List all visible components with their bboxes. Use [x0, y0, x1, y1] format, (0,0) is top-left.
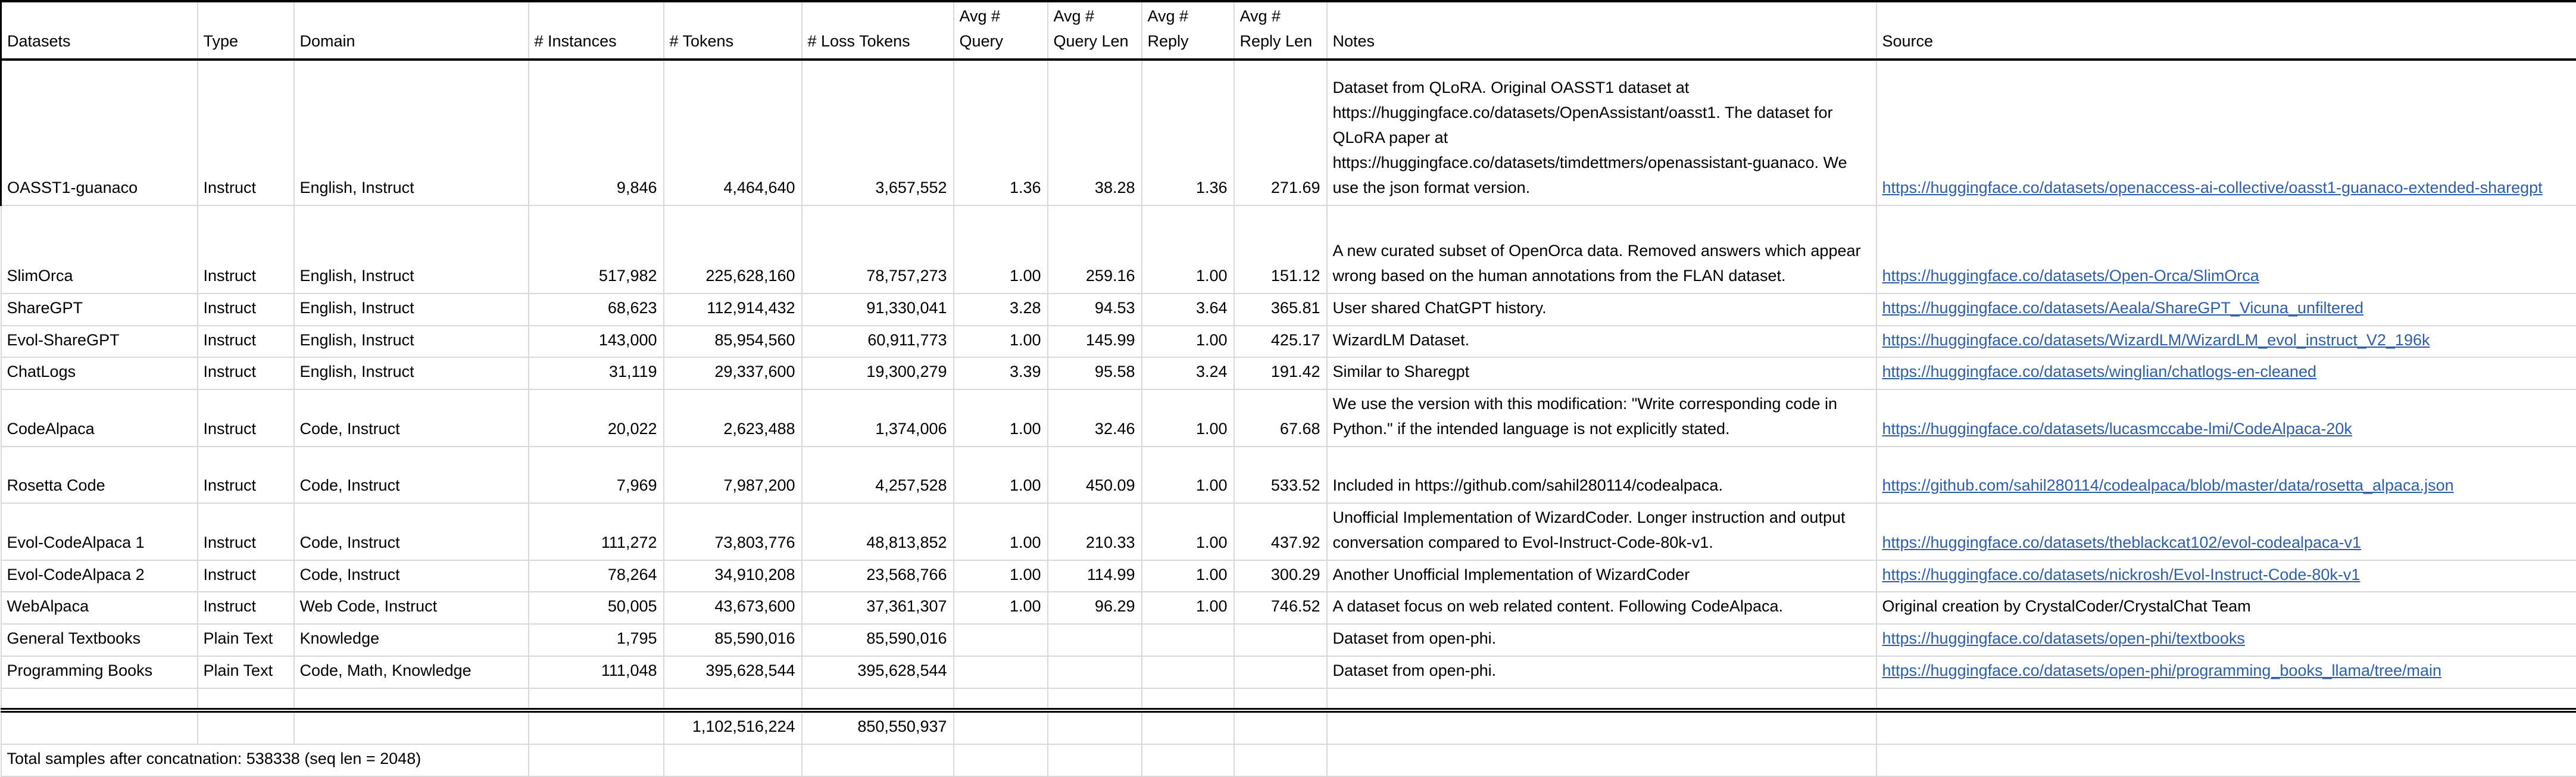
cell-source: [1876, 357, 2576, 389]
cell-avg-reply-len: [1234, 656, 1327, 688]
cell-type: Instruct: [198, 326, 294, 358]
cell-tokens: 225,628,160: [664, 205, 802, 294]
cell-instances: 143,000: [529, 326, 664, 358]
cell-avg-query: 1.36: [954, 60, 1048, 205]
cell-avg-query: 3.39: [954, 357, 1048, 389]
table-row: [1, 503, 2576, 560]
cell-avg-reply: 3.64: [1142, 294, 1234, 326]
source-link[interactable]: https://huggingface.co/datasets/theblackcat102/evol-codealpaca-v1: [1882, 533, 2362, 551]
cell-avg-reply-len: 67.68: [1234, 389, 1327, 447]
cell-dataset: Evol-CodeAlpaca 2: [1, 560, 198, 592]
header-row: [1, 1, 2576, 60]
cell-source: [1876, 205, 2576, 294]
cell-source: [1876, 592, 2576, 624]
cell-notes: Included in https://github.com/sahil280114/codealpaca.: [1327, 447, 1876, 503]
cell-type: Plain Text: [198, 624, 294, 656]
cell-avg-query-len: 95.58: [1048, 357, 1142, 389]
cell-tokens: 85,590,016: [664, 624, 802, 656]
cell-avg-reply-len: [1234, 624, 1327, 656]
cell-domain: Code, Instruct: [294, 447, 529, 503]
cell-dataset: OASST1-guanaco: [1, 60, 198, 205]
cell-type: Instruct: [198, 60, 294, 205]
source-link[interactable]: https://github.com/sahil280114/codealpaca/blob/master/data/rosetta_alpaca.json: [1882, 476, 2454, 494]
cell-avg-reply-len: 746.52: [1234, 592, 1327, 624]
cell-domain: English, Instruct: [294, 205, 529, 294]
cell-tokens: 4,464,640: [664, 60, 802, 205]
cell-source: [1876, 447, 2576, 503]
cell-notes: Another Unofficial Implementation of WizardCoder: [1327, 560, 1876, 592]
cell-avg-query-len: [1048, 624, 1142, 656]
cell-avg-reply-len: 437.92: [1234, 503, 1327, 560]
cell-loss-tokens: 1,374,006: [802, 389, 954, 447]
cell-type: Instruct: [198, 294, 294, 326]
cell-instances: 1,795: [529, 624, 664, 656]
cell-instances: 7,969: [529, 447, 664, 503]
cell-avg-reply: [1142, 624, 1234, 656]
cell-domain: Code, Instruct: [294, 560, 529, 592]
table-row: [1, 447, 2576, 503]
source-link[interactable]: https://huggingface.co/datasets/Aeala/ShareGPT_Vicuna_unfiltered: [1882, 299, 2364, 317]
cell-source: [1876, 294, 2576, 326]
column-header-instances: # Instances: [529, 1, 664, 60]
cell-tokens: 112,914,432: [664, 294, 802, 326]
cell-avg-query: 1.00: [954, 560, 1048, 592]
cell-avg-query: 1.00: [954, 503, 1048, 560]
cell-loss-tokens: 91,330,041: [802, 294, 954, 326]
source-link[interactable]: https://huggingface.co/datasets/open-phi/textbooks: [1882, 629, 2245, 647]
cell-avg-reply: 1.00: [1142, 447, 1234, 503]
cell-loss-tokens: 19,300,279: [802, 357, 954, 389]
cell-tokens: 7,987,200: [664, 447, 802, 503]
cell-notes: Dataset from open-phi.: [1327, 624, 1876, 656]
column-header-avg-reply: Avg # Reply: [1142, 1, 1234, 60]
table-row: [1, 656, 2576, 688]
table-row: [1, 592, 2576, 624]
table-row: [1, 357, 2576, 389]
cell-notes: User shared ChatGPT history.: [1327, 294, 1876, 326]
cell-avg-reply-len: 365.81: [1234, 294, 1327, 326]
cell-dataset: ChatLogs: [1, 357, 198, 389]
column-header-source: Source: [1876, 1, 2576, 60]
cell-loss-tokens: 85,590,016: [802, 624, 954, 656]
cell-avg-reply: 1.00: [1142, 503, 1234, 560]
column-header-notes: Notes: [1327, 1, 1876, 60]
cell-avg-query-len: 32.46: [1048, 389, 1142, 447]
cell-avg-query: 3.28: [954, 294, 1048, 326]
cell-avg-reply-len: 271.69: [1234, 60, 1327, 205]
cell-source: [1876, 624, 2576, 656]
cell-avg-query-len: [1048, 656, 1142, 688]
cell-tokens: 395,628,544: [664, 656, 802, 688]
cell-avg-query-len: 210.33: [1048, 503, 1142, 560]
cell-instances: 111,048: [529, 656, 664, 688]
cell-instances: 31,119: [529, 357, 664, 389]
cell-avg-reply-len: 300.29: [1234, 560, 1327, 592]
column-header-loss-tokens: # Loss Tokens: [802, 1, 954, 60]
source-link[interactable]: https://huggingface.co/datasets/open-phi/programming_books_llama/tree/main: [1882, 661, 2442, 679]
cell-type: Instruct: [198, 357, 294, 389]
cell-domain: English, Instruct: [294, 357, 529, 389]
cell-loss-tokens: 78,757,273: [802, 205, 954, 294]
cell-dataset: CodeAlpaca: [1, 389, 198, 447]
column-header-datasets: Datasets: [1, 1, 198, 60]
cell-type: Instruct: [198, 503, 294, 560]
cell-loss-tokens: 4,257,528: [802, 447, 954, 503]
cell-loss-tokens: 37,361,307: [802, 592, 954, 624]
column-header-avg-query: Avg # Query: [954, 1, 1048, 60]
total-samples-note: Total samples after concatnation: 538338 (seq len = 2048): [1, 744, 529, 776]
cell-domain: English, Instruct: [294, 60, 529, 205]
cell-domain: English, Instruct: [294, 294, 529, 326]
cell-avg-reply: [1142, 656, 1234, 688]
cell-domain: Code, Instruct: [294, 389, 529, 447]
cell-avg-reply: 1.00: [1142, 205, 1234, 294]
spacer-row: [1, 688, 2576, 710]
column-header-domain: Domain: [294, 1, 529, 60]
cell-notes: We use the version with this modification: "Write corresponding code in Python." if the intended language is not explicitly stated.: [1327, 389, 1876, 447]
cell-avg-reply-len: 151.12: [1234, 205, 1327, 294]
cell-source: [1876, 656, 2576, 688]
total-loss-tokens: 850,550,937: [802, 710, 954, 744]
cell-dataset: WebAlpaca: [1, 592, 198, 624]
cell-dataset: ShareGPT: [1, 294, 198, 326]
cell-type: Plain Text: [198, 656, 294, 688]
source-link[interactable]: https://huggingface.co/datasets/Open-Orca/SlimOrca: [1882, 267, 2259, 285]
cell-avg-query-len: 96.29: [1048, 592, 1142, 624]
cell-tokens: 85,954,560: [664, 326, 802, 358]
cell-notes: Similar to Sharegpt: [1327, 357, 1876, 389]
source-link: Original creation by CrystalCoder/CrystalChat Team: [1882, 597, 2251, 615]
cell-avg-reply-len: 425.17: [1234, 326, 1327, 358]
cell-loss-tokens: 48,813,852: [802, 503, 954, 560]
column-header-avg-query-len: Avg # Query Len: [1048, 1, 1142, 60]
cell-avg-query-len: 94.53: [1048, 294, 1142, 326]
cell-instances: 20,022: [529, 389, 664, 447]
source-link[interactable]: https://huggingface.co/datasets/winglian/chatlogs-en-cleaned: [1882, 363, 2316, 380]
source-link[interactable]: https://huggingface.co/datasets/WizardLM/WizardLM_evol_instruct_V2_196k: [1882, 331, 2430, 349]
cell-avg-query: 1.00: [954, 447, 1048, 503]
totals-row: [1, 710, 2576, 744]
cell-loss-tokens: 3,657,552: [802, 60, 954, 205]
cell-tokens: 43,673,600: [664, 592, 802, 624]
table-row: [1, 294, 2576, 326]
cell-notes: Dataset from QLoRA. Original OASST1 dataset at https://huggingface.co/datasets/OpenAssistant/oasst1. The dataset for QLoRA paper at https://huggingface.co/datasets/timdettmers/openassistant-guanaco. We use the json format version.: [1327, 60, 1876, 205]
cell-avg-reply: 1.00: [1142, 560, 1234, 592]
table-row: [1, 389, 2576, 447]
cell-source: [1876, 60, 2576, 205]
cell-domain: Knowledge: [294, 624, 529, 656]
cell-avg-reply: 1.36: [1142, 60, 1234, 205]
source-link[interactable]: https://huggingface.co/datasets/openaccess-ai-collective/oasst1-guanaco-extended-sharegpt: [1882, 179, 2543, 196]
cell-domain: English, Instruct: [294, 326, 529, 358]
cell-avg-reply-len: 191.42: [1234, 357, 1327, 389]
cell-avg-query-len: 450.09: [1048, 447, 1142, 503]
cell-type: Instruct: [198, 447, 294, 503]
cell-dataset: General Textbooks: [1, 624, 198, 656]
cell-source: [1876, 503, 2576, 560]
cell-tokens: 29,337,600: [664, 357, 802, 389]
cell-avg-reply: 1.00: [1142, 326, 1234, 358]
source-link[interactable]: https://huggingface.co/datasets/lucasmccabe-lmi/CodeAlpaca-20k: [1882, 420, 2352, 438]
cell-avg-reply: 1.00: [1142, 389, 1234, 447]
cell-dataset: Programming Books: [1, 656, 198, 688]
cell-source: [1876, 389, 2576, 447]
cell-tokens: 2,623,488: [664, 389, 802, 447]
cell-source: [1876, 560, 2576, 592]
cell-domain: Code, Instruct: [294, 503, 529, 560]
cell-avg-query: [954, 656, 1048, 688]
cell-avg-query-len: 114.99: [1048, 560, 1142, 592]
cell-avg-reply: 1.00: [1142, 592, 1234, 624]
cell-avg-query: 1.00: [954, 205, 1048, 294]
cell-instances: 9,846: [529, 60, 664, 205]
cell-avg-query: [954, 624, 1048, 656]
cell-loss-tokens: 60,911,773: [802, 326, 954, 358]
cell-tokens: 34,910,208: [664, 560, 802, 592]
cell-tokens: 73,803,776: [664, 503, 802, 560]
cell-avg-reply-len: 533.52: [1234, 447, 1327, 503]
cell-domain: Web Code, Instruct: [294, 592, 529, 624]
cell-notes: WizardLM Dataset.: [1327, 326, 1876, 358]
cell-avg-query-len: 38.28: [1048, 60, 1142, 205]
cell-loss-tokens: 395,628,544: [802, 656, 954, 688]
column-header-avg-reply-len: Avg # Reply Len: [1234, 1, 1327, 60]
cell-notes: Unofficial Implementation of WizardCoder. Longer instruction and output conversation compared to Evol-Instruct-Code-80k-v1.: [1327, 503, 1876, 560]
table-row: [1, 560, 2576, 592]
cell-notes: A new curated subset of OpenOrca data. Removed answers which appear wrong based on the human annotations from the FLAN dataset.: [1327, 205, 1876, 294]
table-row: [1, 60, 2576, 205]
total-tokens: 1,102,516,224: [664, 710, 802, 744]
cell-avg-query-len: 259.16: [1048, 205, 1142, 294]
source-link[interactable]: https://huggingface.co/datasets/nickrosh/Evol-Instruct-Code-80k-v1: [1882, 566, 2360, 583]
cell-dataset: Rosetta Code: [1, 447, 198, 503]
table-row: [1, 205, 2576, 294]
footer-row: [1, 744, 2576, 776]
cell-type: Instruct: [198, 389, 294, 447]
column-header-tokens: # Tokens: [664, 1, 802, 60]
cell-type: Instruct: [198, 560, 294, 592]
cell-dataset: Evol-CodeAlpaca 1: [1, 503, 198, 560]
cell-notes: Dataset from open-phi.: [1327, 656, 1876, 688]
cell-avg-query: 1.00: [954, 592, 1048, 624]
cell-notes: A dataset focus on web related content. Following CodeAlpaca.: [1327, 592, 1876, 624]
cell-avg-reply: 3.24: [1142, 357, 1234, 389]
cell-domain: Code, Math, Knowledge: [294, 656, 529, 688]
cell-source: [1876, 326, 2576, 358]
cell-avg-query: 1.00: [954, 389, 1048, 447]
cell-dataset: Evol-ShareGPT: [1, 326, 198, 358]
cell-instances: 68,623: [529, 294, 664, 326]
cell-avg-query: 1.00: [954, 326, 1048, 358]
cell-instances: 111,272: [529, 503, 664, 560]
cell-instances: 517,982: [529, 205, 664, 294]
column-header-type: Type: [198, 1, 294, 60]
cell-avg-query-len: 145.99: [1048, 326, 1142, 358]
table-row: [1, 326, 2576, 358]
cell-dataset: SlimOrca: [1, 205, 198, 294]
table-row: [1, 624, 2576, 656]
cell-instances: 50,005: [529, 592, 664, 624]
cell-type: Instruct: [198, 592, 294, 624]
cell-type: Instruct: [198, 205, 294, 294]
cell-instances: 78,264: [529, 560, 664, 592]
cell-loss-tokens: 23,568,766: [802, 560, 954, 592]
